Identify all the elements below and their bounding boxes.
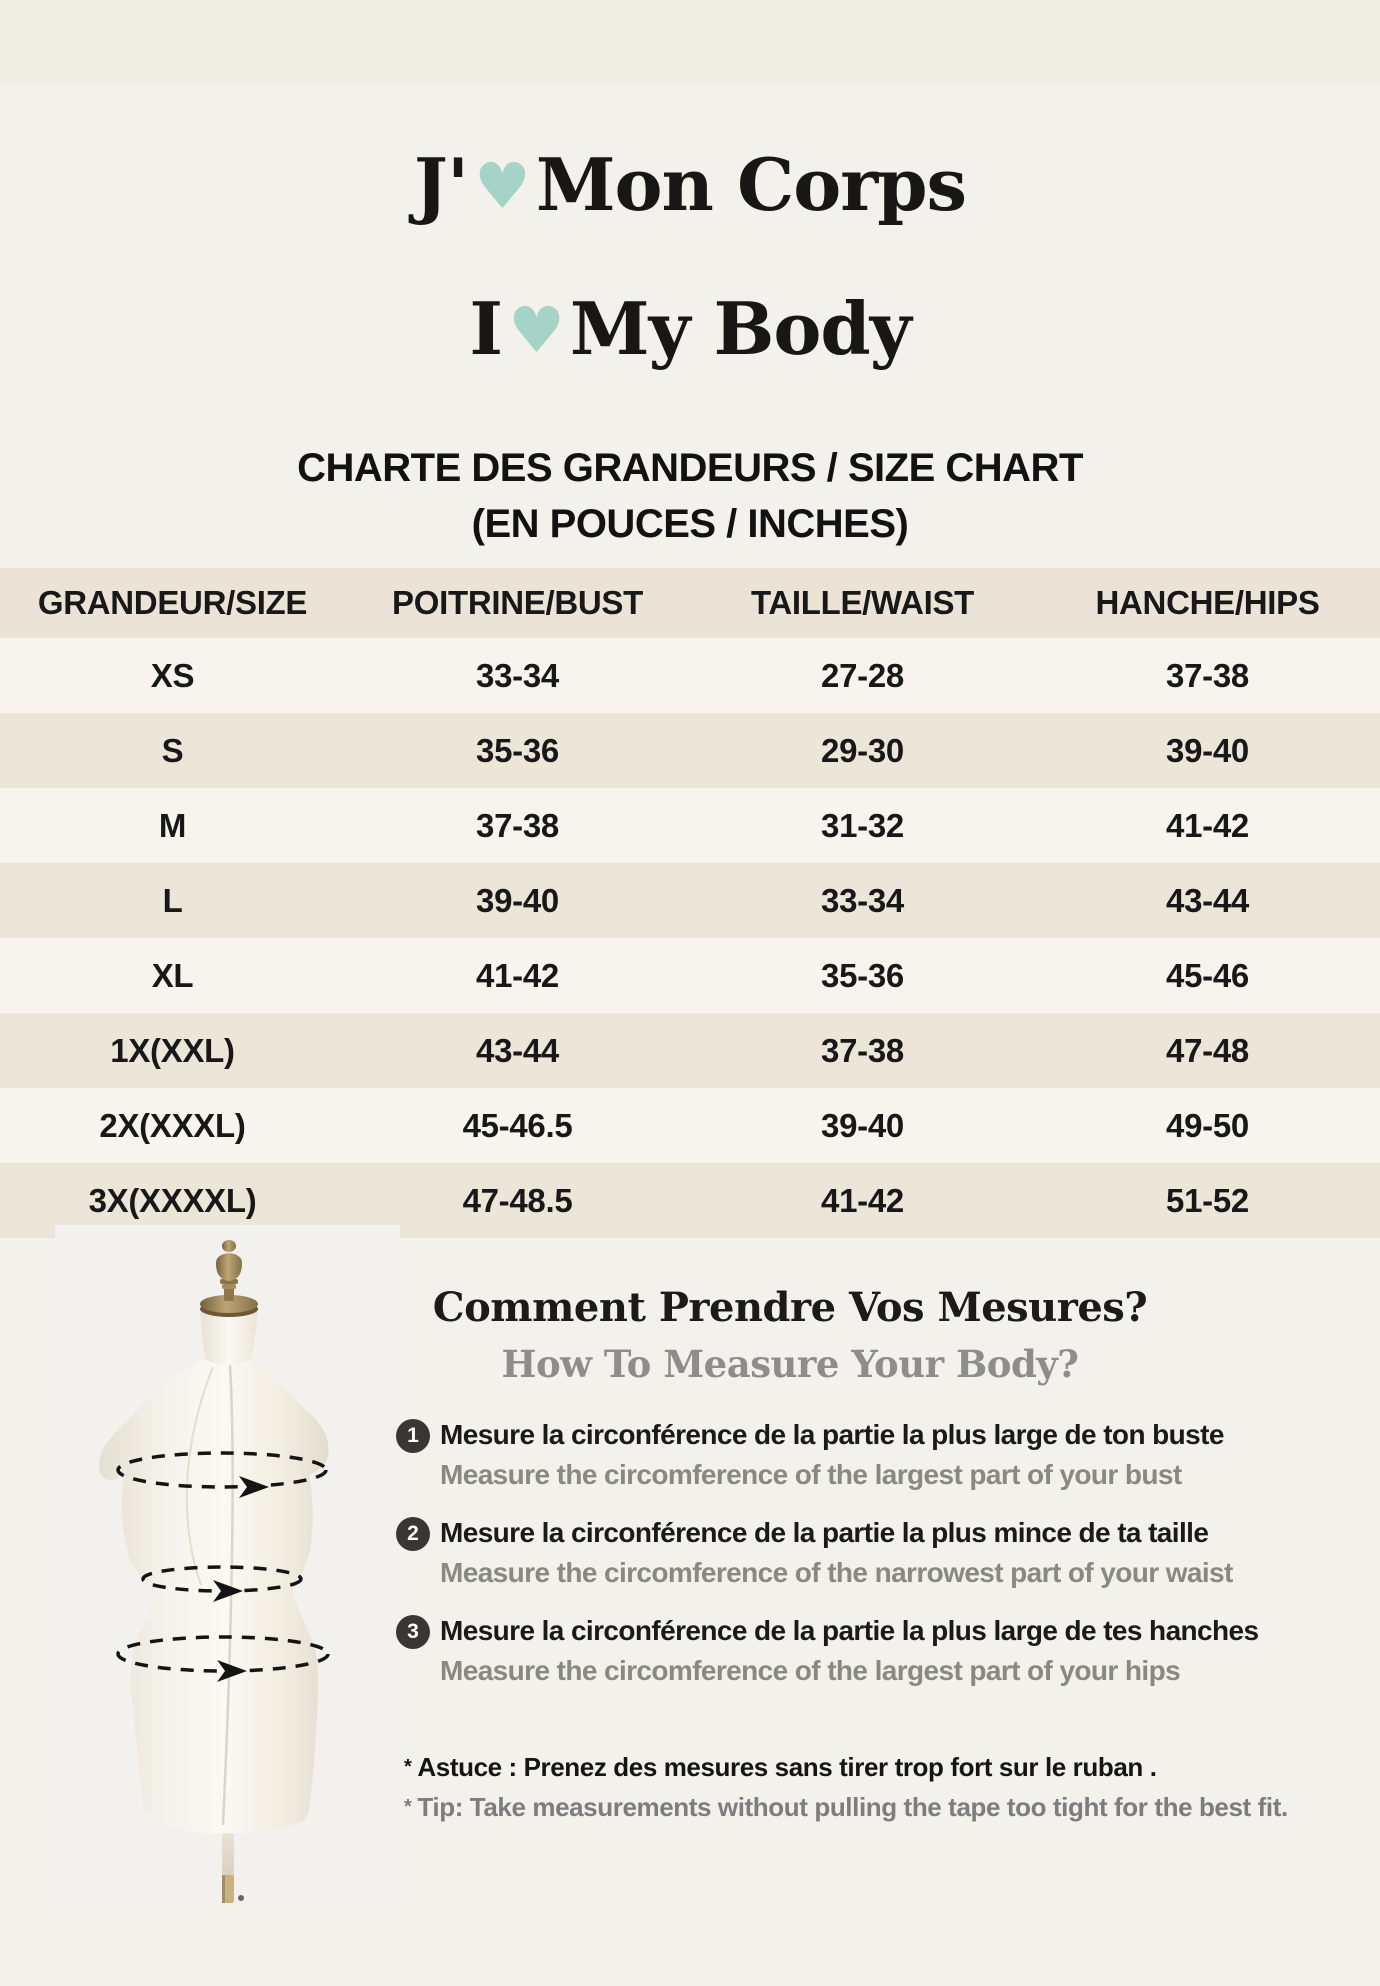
waist-cell: 37-38 xyxy=(821,1031,904,1069)
tip-english xyxy=(404,1792,1324,1823)
size-cell: 2X(XXXL) xyxy=(99,1106,246,1144)
title-fr-prefix: J' xyxy=(413,142,468,227)
heart-icon: ♥ xyxy=(508,293,564,367)
measure-step-2 xyxy=(396,1514,1236,1592)
tip-french xyxy=(404,1752,1324,1783)
size-cell: XS xyxy=(150,656,195,694)
page-title-english xyxy=(0,286,1380,371)
bust-cell: 39-40 xyxy=(476,881,559,919)
hips-cell: 45-46 xyxy=(1166,956,1249,994)
size-chart-table xyxy=(0,568,1380,1238)
step-number-badge: 3 xyxy=(396,1615,430,1649)
waist-cell: 39-40 xyxy=(821,1106,904,1144)
table-row xyxy=(0,1013,1380,1088)
step-text-french: Mesure la circonférence de la partie la plus large de ton buste xyxy=(440,1419,1224,1450)
column-header-hips: HANCHE/HIPS xyxy=(1095,584,1320,621)
size-cell: XL xyxy=(151,956,194,994)
column-header-bust: POITRINE/BUST xyxy=(392,584,643,621)
dress-form-illustration xyxy=(55,1225,400,1985)
table-row xyxy=(0,863,1380,938)
waist-cell: 35-36 xyxy=(821,956,904,994)
table-header-row xyxy=(0,568,1380,638)
title-fr-suffix: Mon Corps xyxy=(535,142,967,227)
hips-cell: 37-38 xyxy=(1166,656,1249,694)
bust-cell: 37-38 xyxy=(476,806,559,844)
title-en-suffix: My Body xyxy=(569,286,911,371)
hips-cell: 51-52 xyxy=(1166,1181,1249,1219)
heart-icon: ♥ xyxy=(474,149,530,223)
measure-heading-english: How To Measure Your Body? xyxy=(501,1342,1079,1386)
asterisk-icon: * xyxy=(404,1796,412,1818)
waist-cell: 29-30 xyxy=(821,731,904,769)
step-number-badge: 2 xyxy=(396,1517,430,1551)
bust-cell: 41-42 xyxy=(476,956,559,994)
column-header-waist: TAILLE/WAIST xyxy=(750,584,975,621)
size-cell: 1X(XXL) xyxy=(110,1031,235,1069)
table-row xyxy=(0,1088,1380,1163)
top-band xyxy=(0,0,1380,86)
hips-cell: 43-44 xyxy=(1166,881,1249,919)
size-cell: 3X(XXXXL) xyxy=(88,1181,257,1219)
table-row xyxy=(0,788,1380,863)
size-cell: L xyxy=(162,881,183,919)
measure-step-3 xyxy=(396,1612,1259,1690)
step-text-french: Mesure la circonférence de la partie la plus large de tes hanches xyxy=(440,1615,1259,1646)
bust-cell: 35-36 xyxy=(476,731,559,769)
hips-cell: 47-48 xyxy=(1166,1031,1249,1069)
size-cell: S xyxy=(161,731,184,769)
step-text-english: Measure the circomference of the largest part of your bust xyxy=(440,1459,1182,1490)
bust-cell: 45-46.5 xyxy=(462,1106,573,1144)
table-row xyxy=(0,713,1380,788)
column-header-size: GRANDEUR/SIZE xyxy=(37,584,308,621)
bust-cell: 47-48.5 xyxy=(462,1181,573,1219)
table-row xyxy=(0,938,1380,1013)
size-cell: M xyxy=(158,806,187,844)
waist-cell: 41-42 xyxy=(821,1181,904,1219)
title-en-prefix: I xyxy=(469,286,503,371)
measure-heading-french: Comment Prendre Vos Mesures? xyxy=(432,1284,1148,1331)
hips-cell: 41-42 xyxy=(1166,806,1249,844)
hips-cell: 49-50 xyxy=(1166,1106,1249,1144)
chart-subtitle-line1: CHARTE DES GRANDEURS / SIZE CHART xyxy=(297,446,1083,490)
mannequin-image xyxy=(55,1225,400,1985)
chart-subtitle-line2: (EN POUCES / INCHES) xyxy=(471,502,909,546)
measure-step-1 xyxy=(396,1416,1236,1494)
hips-cell: 39-40 xyxy=(1166,731,1249,769)
step-number-badge: 1 xyxy=(396,1419,430,1453)
waist-cell: 31-32 xyxy=(821,806,904,844)
table-row xyxy=(0,638,1380,713)
bust-cell: 43-44 xyxy=(476,1031,559,1069)
step-text-french: Mesure la circonférence de la partie la plus mince de ta taille xyxy=(440,1517,1209,1548)
waist-cell: 33-34 xyxy=(821,881,904,919)
page-title-french xyxy=(0,142,1380,227)
neck xyxy=(200,1309,258,1364)
step-text-english: Measure the circomference of the largest part of your hips xyxy=(440,1655,1181,1686)
asterisk-icon: * xyxy=(404,1756,412,1778)
tip-french-text: Astuce : Prenez des mesures sans tirer trop fort sur le ruban . xyxy=(417,1752,1157,1782)
waist-cell: 27-28 xyxy=(821,656,904,694)
tip-english-text: Tip: Take measurements without pulling the tape too tight for the best fit. xyxy=(417,1792,1288,1822)
step-text-english: Measure the circomference of the narrowest part of your waist xyxy=(440,1557,1233,1588)
bust-cell: 33-34 xyxy=(476,656,559,694)
